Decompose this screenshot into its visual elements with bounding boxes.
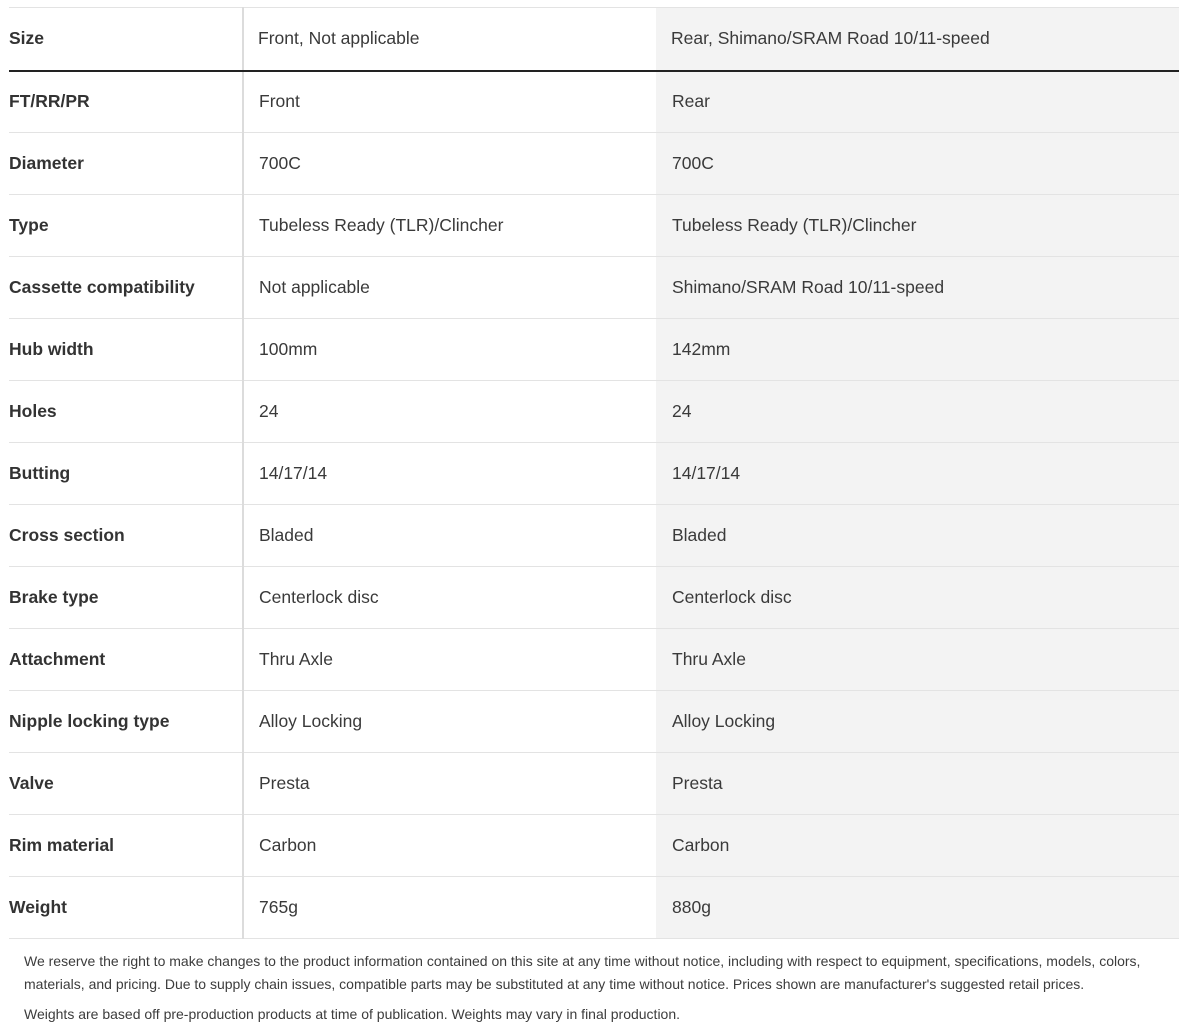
table-row — [9, 195, 1179, 257]
row-front-value: 765g — [243, 877, 656, 939]
row-label: Weight — [9, 877, 243, 939]
row-rear-value: Presta — [656, 753, 1179, 815]
row-label: Valve — [9, 753, 243, 815]
table-row — [9, 691, 1179, 753]
disclaimer-weights: Weights are based off pre-production products at time of publication. Weights may vary in final production. — [24, 1006, 681, 1022]
row-front-value: 700C — [243, 133, 656, 195]
table-row — [9, 381, 1179, 443]
row-label: Cross section — [9, 505, 243, 567]
disclaimer — [24, 950, 1164, 1026]
row-front-value: Not applicable — [243, 257, 656, 319]
row-rear-value: 24 — [656, 381, 1179, 443]
disclaimer-product-info: We reserve the right to make changes to the product information contained on this site at any time without notice, including with respect to equipment, specifications, models, colors, materials, and pricing. Due to supply chain issues, compatible parts may be substituted at any time without notice. Prices shown are manufacturer's suggested retail prices. — [24, 953, 1141, 992]
row-label: Butting — [9, 443, 243, 505]
table-row — [9, 71, 1179, 133]
row-label: Diameter — [9, 133, 243, 195]
table-row — [9, 629, 1179, 691]
row-front-value: 24 — [243, 381, 656, 443]
row-front-value: Carbon — [243, 815, 656, 877]
row-label: FT/RR/PR — [9, 71, 243, 133]
row-front-value: Thru Axle — [243, 629, 656, 691]
row-rear-value: Carbon — [656, 815, 1179, 877]
row-front-value: Tubeless Ready (TLR)/Clincher — [243, 195, 656, 257]
row-label: Cassette compatibility — [9, 257, 243, 319]
spec-table-body — [9, 71, 1179, 939]
table-row — [9, 567, 1179, 629]
row-label: Hub width — [9, 319, 243, 381]
row-front-value: 100mm — [243, 319, 656, 381]
row-rear-value: Shimano/SRAM Road 10/11-speed — [656, 257, 1179, 319]
spec-table-header — [9, 8, 1179, 71]
row-label: Attachment — [9, 629, 243, 691]
row-rear-value: 880g — [656, 877, 1179, 939]
row-rear-value: Thru Axle — [656, 629, 1179, 691]
row-rear-value: Rear — [656, 71, 1179, 133]
row-rear-value: Centerlock disc — [656, 567, 1179, 629]
table-row — [9, 815, 1179, 877]
row-label: Holes — [9, 381, 243, 443]
row-label: Rim material — [9, 815, 243, 877]
header-row — [9, 8, 1179, 71]
spec-table — [9, 7, 1179, 939]
row-rear-value: 14/17/14 — [656, 443, 1179, 505]
table-row — [9, 133, 1179, 195]
row-front-value: Bladed — [243, 505, 656, 567]
table-row — [9, 877, 1179, 939]
row-rear-value: Tubeless Ready (TLR)/Clincher — [656, 195, 1179, 257]
row-front-value: 14/17/14 — [243, 443, 656, 505]
row-front-value: Centerlock disc — [243, 567, 656, 629]
header-front-size: Front, Not applicable — [243, 8, 656, 71]
table-row — [9, 443, 1179, 505]
header-rear-size: Rear, Shimano/SRAM Road 10/11-speed — [656, 8, 1179, 71]
row-label: Nipple locking type — [9, 691, 243, 753]
table-row — [9, 257, 1179, 319]
table-row — [9, 753, 1179, 815]
table-row — [9, 319, 1179, 381]
row-front-value: Front — [243, 71, 656, 133]
row-rear-value: Bladed — [656, 505, 1179, 567]
row-front-value: Presta — [243, 753, 656, 815]
row-label: Brake type — [9, 567, 243, 629]
row-rear-value: 142mm — [656, 319, 1179, 381]
row-front-value: Alloy Locking — [243, 691, 656, 753]
row-rear-value: Alloy Locking — [656, 691, 1179, 753]
table-row — [9, 505, 1179, 567]
row-rear-value: 700C — [656, 133, 1179, 195]
row-label: Type — [9, 195, 243, 257]
header-label-size: Size — [9, 8, 243, 71]
